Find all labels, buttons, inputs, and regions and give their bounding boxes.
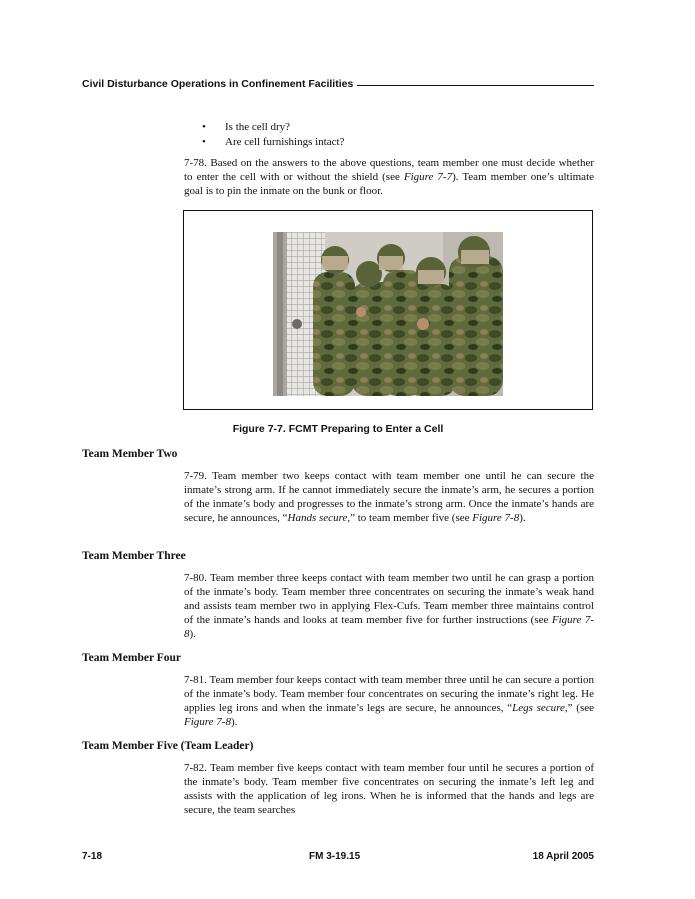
figure-photo: [273, 232, 503, 396]
page-number: 7-18: [82, 851, 103, 862]
paragraph-7-79: 7-79. Team member two keeps contact with team member one until he can secure the inmate’s strong arm. If he cannot immediately secure the inmate’s arm, he secures a portion of the inmate’s body and progresses to the inmate’s strong arm. Once the inmate’s hands are secure, he announces, “Hands secure,” to team member five (see Figure 7-8).: [184, 470, 594, 524]
figure-caption: Figure 7-7. FCMT Preparing to Enter a Cell: [232, 423, 444, 435]
bullet-list: [184, 120, 594, 150]
paragraph-7-82: 7-82. Team member five keeps contact with team member four until he secures a portion of the inmate’s body. Team member five concentrates on securing the inmate’s left leg and assists with the application of leg irons. When he is informed that the hands and legs are secure, the team searches: [184, 762, 594, 816]
heading-team-member-five: Team Member Five (Team Leader): [82, 740, 254, 752]
figure-reference: Figure 7-7: [403, 171, 453, 183]
publication-date: 18 April 2005: [532, 851, 594, 862]
paragraph-7-81: 7-81. Team member four keeps contact with team member three until he can secure a portion of the inmate’s body. Team member four concentrates on securing the inmate’s right leg. He applies leg irons and when the inmate’s legs are secure, he announces, “Legs secure,” (see Figure 7-8).: [184, 674, 594, 728]
paragraph-7-80: 7-80. Team member three keeps contact with team member two until he can grasp a portion of the inmate’s body. Team member three concentrates on securing the inmate’s weak hand and assists team member two in applying Flex-Cufs. Team member three maintains control of the inmate’s hands and looks at team member five for further instructions (see Figure 7-8).: [184, 572, 594, 640]
header-title: Civil Disturbance Operations in Confinement Facilities: [82, 78, 354, 90]
header-rule: [357, 85, 594, 86]
running-header: [82, 78, 594, 94]
list-item: • Is the cell dry?: [184, 120, 594, 135]
figure-reference: Figure 7-8: [472, 512, 520, 524]
document-id: FM 3-19.15: [309, 851, 361, 862]
list-item: • Are cell furnishings intact?: [184, 135, 594, 150]
paragraph-7-78: 7-78. Based on the answers to the above questions, team member one must decide whether to enter the cell with or without the shield (see Figure 7-7). Team member one’s ultimate goal is to pin the inmate on the bunk or floor.: [184, 157, 595, 197]
heading-team-member-three: Team Member Three: [82, 550, 186, 562]
heading-team-member-four: Team Member Four: [82, 652, 182, 664]
figure-reference: Figure 7-8: [184, 614, 594, 640]
figure-reference: Figure 7-8: [184, 716, 231, 728]
heading-team-member-two: Team Member Two: [82, 448, 178, 460]
